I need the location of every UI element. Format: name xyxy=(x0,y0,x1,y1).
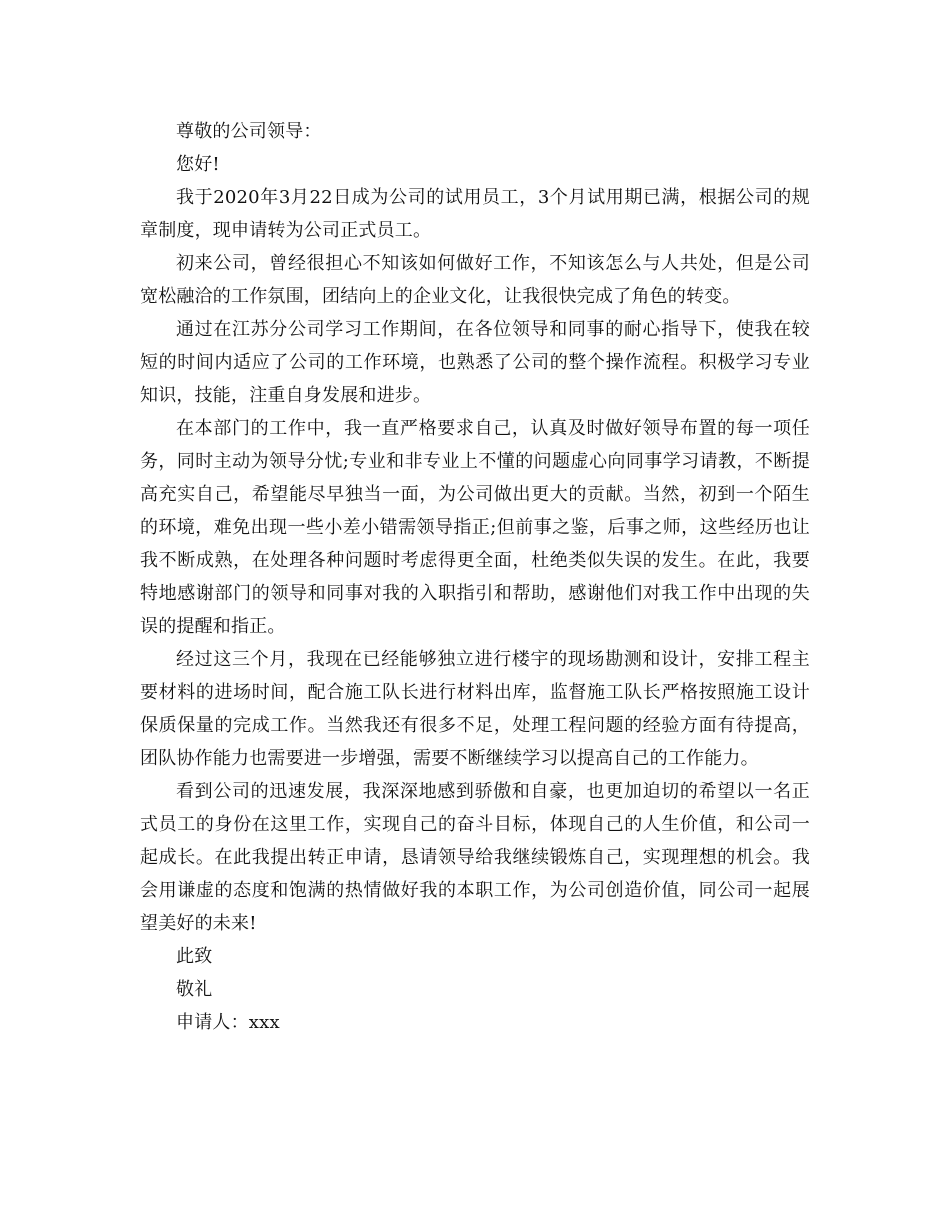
closing-line-2: 敬礼 xyxy=(176,979,213,1000)
letter-body xyxy=(140,115,810,1039)
paragraph-training: 通过在江苏分公司学习工作期间，在各位领导和同事的耐心指导下，使我在较短的时间内适应了公司的工作环境，也熟悉了公司的整个操作流程。积极学习专业知识，技能，注重自身发展和进步。 xyxy=(140,319,810,406)
paragraph-request: 看到公司的迅速发展，我深深地感到骄傲和自豪，也更加迫切的希望以一名正式员工的身份在这里工作，实现自己的奋斗目标，体现自己的人生价值，和公司一起成长。在此我提出转正申请，恳请领导给我继续锻炼自己，实现理想的机会。我会用谦虚的态度和饱满的热情做好我的本职工作，为公司创造价值，同公司一起展望美好的未来! xyxy=(140,781,810,934)
paragraph-intro: 我于2020年3月22日成为公司的试用员工，3个月试用期已满，根据公司的规章制度，现申请转为公司正式员工。 xyxy=(140,187,810,241)
paragraph-adaptation: 初来公司，曾经很担心不知该如何做好工作，不知该怎么与人共处，但是公司宽松融洽的工作氛围，团结向上的企业文化，让我很快完成了角色的转变。 xyxy=(140,253,810,307)
paragraph-achievements: 经过这三个月，我现在已经能够独立进行楼宇的现场勘测和设计，安排工程主要材料的进场时间，配合施工队长进行材料出库，监督施工队长严格按照施工设计保质保量的完成工作。当然我还有很多不足，处理工程问题的经验方面有待提高，团队协作能力也需要进一步增强，需要不断继续学习以提高自己的工作能力。 xyxy=(140,649,810,769)
greeting: 您好! xyxy=(176,154,220,175)
closing-line-1: 此致 xyxy=(176,946,213,967)
signature: 申请人：xxx xyxy=(176,1012,280,1033)
salutation: 尊敬的公司领导： xyxy=(176,121,322,142)
paragraph-department-work: 在本部门的工作中，我一直严格要求自己，认真及时做好领导布置的每一项任务，同时主动为领导分忧;专业和非专业上不懂的问题虚心向同事学习请教，不断提高充实自己，希望能尽早独当一面，为公司做出更大的贡献。当然，初到一个陌生的环境，难免出现一些小差小错需领导指正;但前事之鉴，后事之师，这些经历也让我不断成熟，在处理各种问题时考虑得更全面，杜绝类似失误的发生。在此，我要特地感谢部门的领导和同事对我的入职指引和帮助，感谢他们对我工作中出现的失误的提醒和指正。 xyxy=(140,418,810,637)
